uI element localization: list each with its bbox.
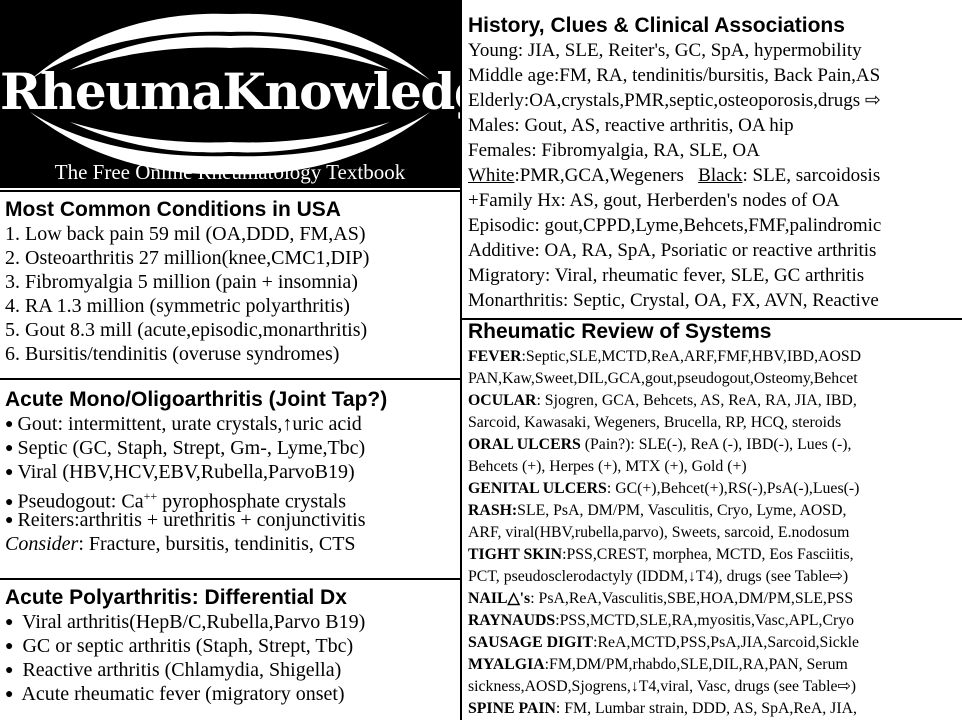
list-item: ● Reactive arthritis (Chlamydia, Shigella) [5,659,342,681]
list-item: 2. Osteoarthritis 27 million(knee,CMC1,DIP) [5,247,370,269]
list-item: Females: Fibromyalgia, RA, SLE, OA [468,140,760,161]
list-item: ● Gout: intermittent, urate crystals,↑uric acid [5,413,362,435]
list-item: 6. Bursitis/tendinitis (overuse syndromes) [5,343,340,365]
list-item: SAUSAGE DIGIT:ReA,MCTD,PSS,PsA,JIA,Sarcoid,Sickle [468,634,860,651]
list-item: Middle age:FM, RA, tendinitis/bursitis, Back Pain,AS [468,65,881,86]
list-item: ARF, viral(HBV,rubella,parvo), Sweets, sarcoid, E.nodosum [468,524,850,541]
list-item: TIGHT SKIN:PSS,CREST, morphea, MCTD, Eos Fasciitis, [468,546,854,563]
bullet-icon: ● [5,513,14,528]
bullet-icon: ● [5,687,14,702]
common-conditions-section [0,190,460,378]
list-item: 4. RA 1.3 million (symmetric polyarthritis) [5,295,350,317]
right-arrow-icon: ⇨ [864,90,881,111]
history-section [462,0,962,313]
list-item: RASH:SLE, PsA, DM/PM, Vasculitis, Cryo, Lyme, AOSD, [468,502,847,519]
list-item: Males: Gout, AS, reactive arthritis, OA hip [468,115,794,136]
list-item: OCULAR: Sjogren, GCA, Behcets, AS, ReA, RA, JIA, IBD, [468,392,857,409]
list-item: MYALGIA:FM,DM/PM,rhabdo,SLE,DIL,RA,PAN, Serum [468,656,848,673]
bullet-icon: ● [5,615,14,630]
bullet-icon: ● [5,465,14,480]
list-item: ● Septic (GC, Staph, Strept, Gm-, Lyme,Tbc) [5,437,366,459]
list-item: FEVER:Septic,SLE,MCTD,ReA,ARF,FMF,HBV,IBD,AOSD [468,348,862,365]
list-item: PAN,Kaw,Sweet,DIL,GCA,gout,pseudogout,Osteomy,Behcet [468,370,858,387]
down-arrow-icon: ↓ [630,678,639,695]
logo-wordmark: RheumaKnowledgy [0,62,515,121]
section-title: Acute Polyarthritis: Differential Dx [5,586,347,609]
list-item: SPINE PAIN: FM, Lumbar strain, DDD, AS, SpA,ReA, JIA, [468,700,857,717]
list-item: ● Viral arthritis(HepB/C,Rubella,Parvo B19) [5,611,366,633]
list-item: ● Pseudogout: Ca++ pyrophosphate crystals [5,489,346,513]
list-item: Behcets (+), Herpes (+), MTX (+), Gold (+) [468,458,747,475]
review-of-systems-section [462,306,962,720]
right-arrow-icon: ⇨ [837,678,851,695]
list-item: Young: JIA, SLE, Reiter's, GC, SpA, hypermobility [468,40,862,61]
list-item: ● Reiters:arthritis + urethritis + conjunctivitis [5,509,366,531]
list-item: 3. Fibromyalgia 5 million (pain + insomnia) [5,271,358,293]
logo-tagline: The Free Online Rheumatology Textbook [54,160,406,184]
list-item: Additive: OA, RA, SpA, Psoriatic or reactive arthritis [468,240,877,261]
logo-banner [0,0,515,188]
list-item: ORAL ULCERS (Pain?): SLE(-), ReA (-), IBD(-), Lues (-), [468,436,852,453]
list-item: Episodic: gout,CPPD,Lyme,Behcets,FMF,palindromic [468,215,882,236]
up-arrow-icon: ↑ [282,413,293,435]
right-column [460,0,960,720]
list-item: Sarcoid, Kawasaki, Wegeners, Brucella, RP, HCQ, steroids [468,414,842,431]
section-title: History, Clues & Clinical Associations [468,14,845,37]
bullet-icon: ● [5,417,14,432]
bullet-icon: ● [5,639,14,654]
list-item: ● Acute rheumatic fever (migratory onset) [5,683,345,705]
list-item: 5. Gout 8.3 mill (acute,episodic,monarthritis) [5,319,368,341]
bullet-icon: ● [5,494,14,510]
mono-oligoarthritis-section [0,378,460,578]
delta-icon: △ [507,590,520,607]
polyarthritis-section [0,578,460,720]
list-item: Elderly:OA,crystals,PMR,septic,osteoporosis,drugs ⇨ [468,90,881,111]
list-item: Migratory: Viral, rheumatic fever, SLE, GC arthritis [468,265,865,286]
list-item: ● GC or septic arthritis (Staph, Strept, Tbc) [5,635,354,657]
list-item: +Family Hx: AS, gout, Herberden's nodes of OA [468,190,840,211]
list-item: Monarthritis: Septic, Crystal, OA, FX, AVN, Reactive [468,290,879,311]
bullet-icon: ● [5,663,14,678]
list-item: GENITAL ULCERS: GC(+),Behcet(+),RS(-),PsA(-),Lues(-) [468,480,860,497]
list-item: PCT, pseudosclerodactyly (IDDM,↓T4), drugs (see Table⇨) [468,568,849,585]
section-title: Rheumatic Review of Systems [468,320,772,343]
list-item: 1. Low back pain 59 mil (OA,DDD, FM,AS) [5,223,366,245]
right-arrow-icon: ⇨ [829,568,843,585]
list-item: Consider: Fracture, bursitis, tendinitis, CTS [5,533,356,555]
list-item: sickness,AOSD,Sjogrens,↓T4,viral, Vasc, drugs (see Table⇨) [468,678,857,695]
bullet-icon: ● [5,441,14,456]
down-arrow-icon: ↓ [687,568,696,585]
section-title: Acute Mono/Oligoarthritis (Joint Tap?) [5,388,388,411]
section-title: Most Common Conditions in USA [5,198,341,221]
list-item: RAYNAUDS:PSS,MCTD,SLE,RA,myositis,Vasc,APL,Cryo [468,612,855,629]
list-item: NAIL△'s: PsA,ReA,Vasculitis,SBE,HOA,DM/PM,SLE,PSS [468,590,854,607]
list-item: White:PMR,GCA,Wegeners Black: SLE, sarcoidosis [468,165,881,186]
list-item: ● Viral (HBV,HCV,EBV,Rubella,ParvoB19) [5,461,355,483]
